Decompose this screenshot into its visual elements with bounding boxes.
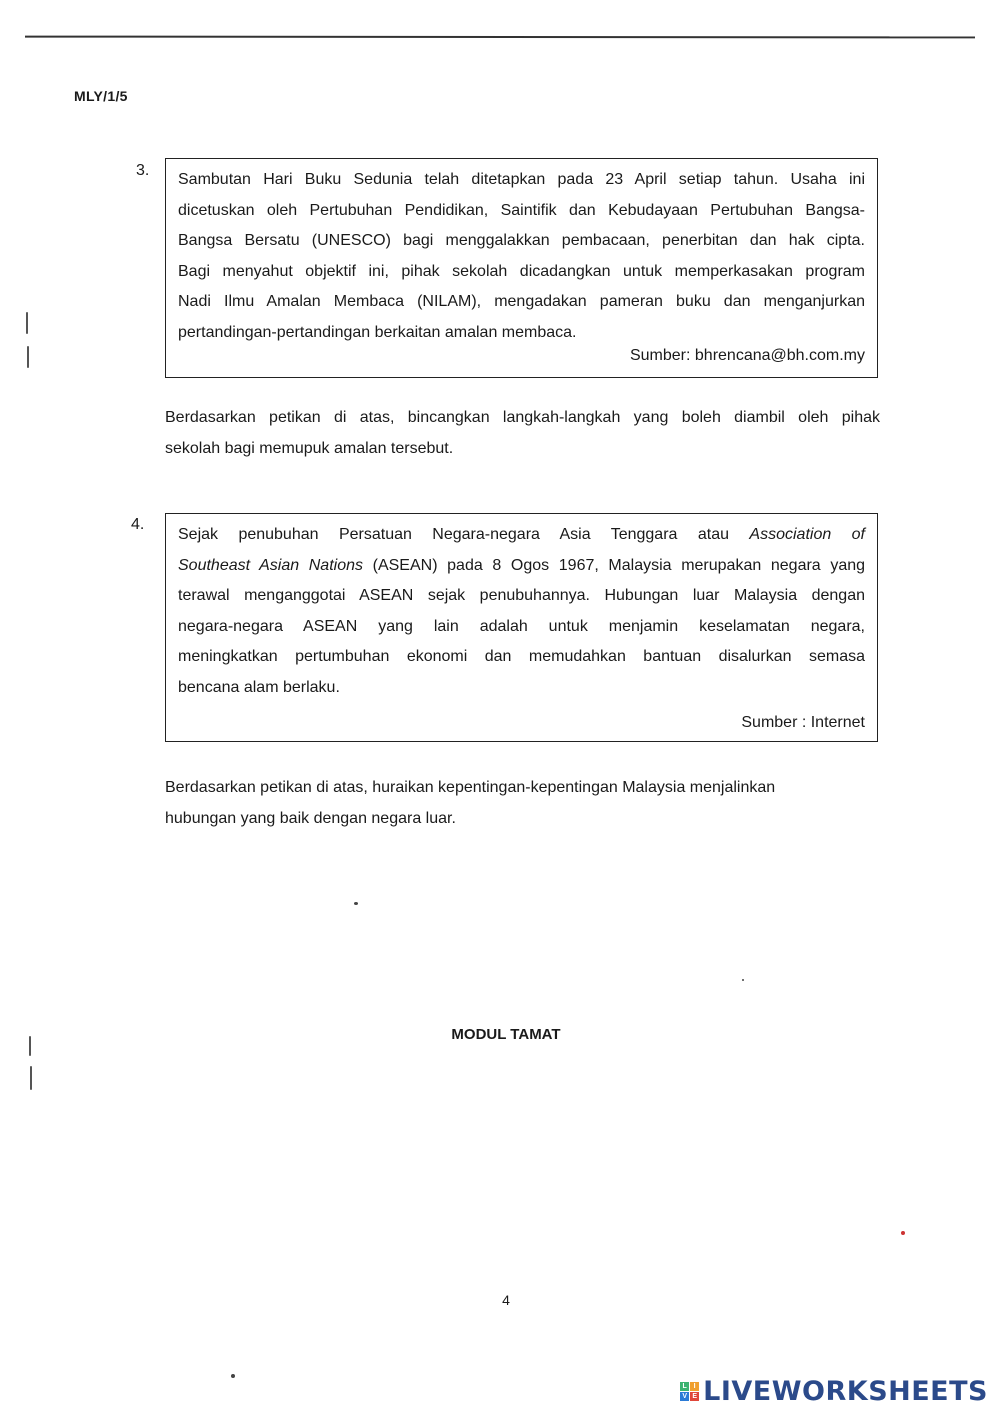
liveworksheets-watermark [680,1376,988,1407]
page-number: 4 [502,1292,510,1308]
module-end-title: MODUL TAMAT [451,1026,561,1043]
logo-letter: I [690,1382,699,1391]
q3-passage-line-1: Sambutan Hari Buku Sedunia telah ditetapkan pada 23 April setiap tahun. Usaha ini [178,171,865,188]
scan-speck [231,1374,235,1378]
scan-mark [30,1066,32,1090]
question-3-prompt [165,402,880,464]
q3-source: Sumber: bhrencana@bh.com.my [629,347,865,364]
q3-passage-line-5: Nadi Ilmu Amalan Membaca (NILAM), mengadakan pameran buku dan menganjurkan [178,293,865,310]
q4-line1-italic: Association of [749,526,866,543]
question-4-passage-box [165,513,878,742]
q4-source: Sumber : Internet [741,714,865,731]
q4-prompt-line-2: hubungan yang baik dengan negara luar. [165,810,456,827]
scan-mark [27,346,29,368]
scan-mark [26,312,28,334]
paper-code: MLY/1/5 [74,88,128,104]
q3-passage-line-3: Bangsa Bersatu (UNESCO) bagi menggalakkan pembacaan, penerbitan dan hak cipta. [178,232,865,249]
scan-speck [901,1231,905,1235]
question-4-number: 4. [131,516,145,533]
top-rule [25,36,975,39]
q3-prompt-line-2: sekolah bagi memupuk amalan tersebut. [165,440,454,457]
q4-prompt-line-1: Berdasarkan petikan di atas, huraikan kepentingan-kepentingan Malaysia menjalinkan [165,779,776,796]
question-3-number: 3. [136,162,150,179]
q4-passage-line-4: negara-negara ASEAN yang lain adalah untuk menjamin keselamatan negara, [178,617,865,635]
question-3-passage-box [165,158,878,378]
liveworksheets-logo-icon [680,1382,699,1401]
logo-letter: E [690,1392,699,1401]
q4-passage-line-3: terawal menganggotai ASEAN sejak penubuhannya. Hubungan luar Malaysia dengan [178,587,865,604]
scan-speck [742,979,744,981]
question-4-prompt [165,772,880,834]
q4-passage-line-1 [178,520,865,551]
q3-passage-line-2: dicetuskan oleh Pertubuhan Pendidikan, Saintifik dan Kebudayaan Pertubuhan Bangsa- [178,201,865,219]
logo-letter: V [680,1392,689,1401]
q4-passage-line-5: meningkatkan pertumbuhan ekonomi dan memudahkan bantuan disalurkan semasa [178,648,865,665]
q3-prompt-line-1: Berdasarkan petikan di atas, bincangkan langkah-langkah yang boleh diambil oleh pihak [165,409,880,426]
watermark-text: LIVEWORKSHEETS [703,1376,988,1407]
q3-passage-line-4: Bagi menyahut objektif ini, pihak sekolah dicadangkan untuk memperkasakan program [178,262,865,280]
q3-passage-line-6: pertandingan-pertandingan berkaitan amalan membaca. [178,323,577,341]
q4-line1-text: Sejak penubuhan Persatuan Negara-negara Asia Tenggara atau [178,526,750,543]
q4-passage-line-6: bencana alam berlaku. [178,678,340,696]
logo-letter: L [680,1382,689,1391]
q4-line2-text: (ASEAN) pada 8 Ogos 1967, Malaysia merupakan negara yang [363,556,866,574]
q4-line2-italic: Southeast Asian Nations [178,556,363,574]
q4-passage-line-2 [178,551,865,582]
scan-speck [354,902,358,905]
scan-mark [29,1036,31,1056]
